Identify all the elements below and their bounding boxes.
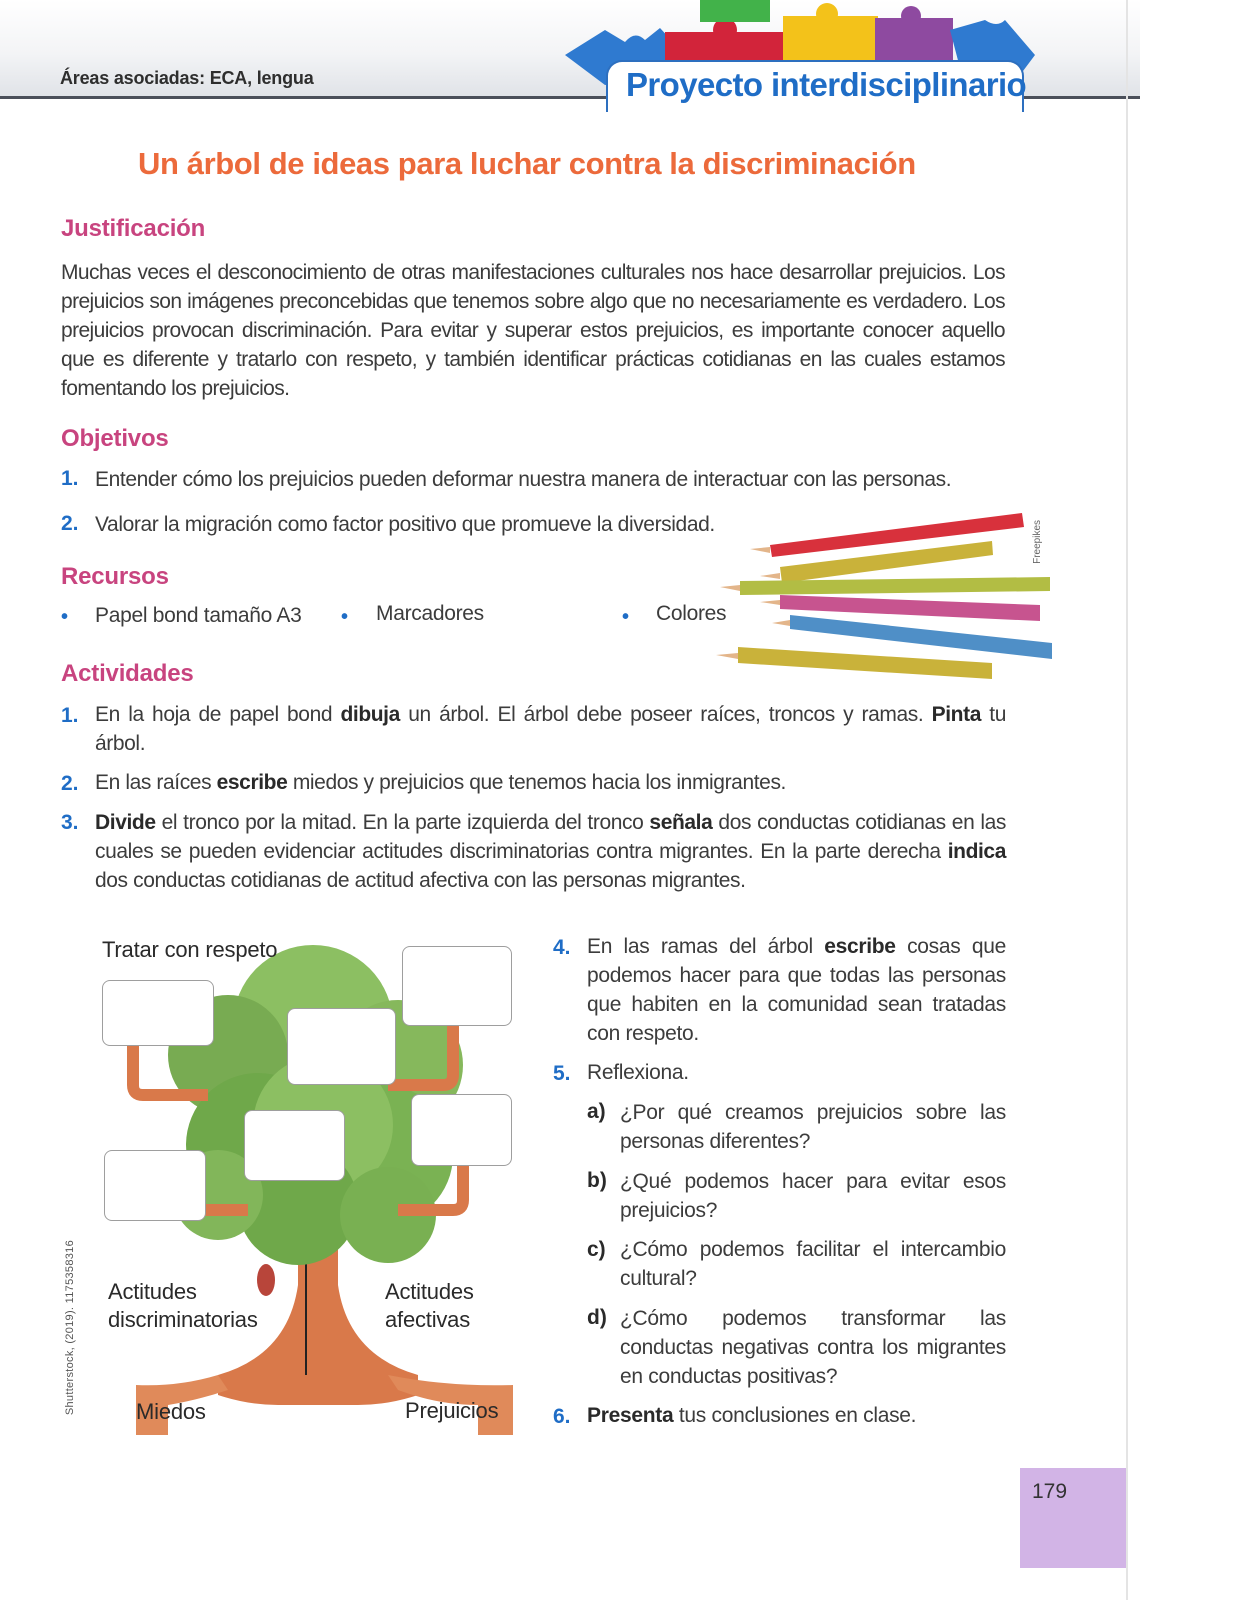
page-number: 179 [1032, 1480, 1068, 1503]
tree-label-discriminatory: Actitudes [108, 1279, 197, 1304]
objective-item: Entender cómo los prejuicios pueden deformar nuestra manera de interactuar con las personas. [95, 468, 952, 491]
reflect-question: ¿Por qué creamos prejuicios sobre las personas diferentes? [620, 1101, 1006, 1153]
activity-item: Presenta tus conclusiones en clase. [587, 1404, 917, 1427]
justification-text: Muchas veces el desconocimiento de otras manifestaciones culturales nos hace desarrollar prejuicios. Los prejuicios son imágenes preconcebidas que tenemos sobre algo que no necesariamente es verdadero. Los prejuicios provocan discriminación. Para evitar y superar estos prejuicios, es importante conocer aquello que es diferente y tratarlo con respeto, y también identificar prácticas cotidianas en las cuales estamos fomentando los prejuicios. [61, 261, 1005, 400]
tree-label-affective: afectivas [385, 1307, 471, 1332]
objectives-heading: Objetivos [61, 425, 169, 452]
activity-number: 5. [553, 1062, 571, 1085]
activity-item: En la hoja de papel bond dibuja un árbol. El árbol debe poseer raíces, troncos y ramas. Pinta tu árbol. [95, 703, 1007, 755]
reflect-letter: a) [587, 1100, 606, 1123]
activity-number: 3. [61, 811, 79, 834]
colored-pencils-illustration [710, 505, 1070, 690]
resource-item: Colores [656, 602, 727, 625]
activity-number: 1. [61, 704, 79, 727]
activity-number: 6. [553, 1405, 571, 1428]
resource-item: Marcadores [376, 602, 484, 625]
tree-credit: Shutterstock, (2019). 1175358316 [64, 1240, 76, 1416]
activity-number: 4. [553, 936, 571, 959]
branch-box[interactable] [411, 1094, 512, 1166]
reflect-question: ¿Qué podemos hacer para evitar esos prejuicios? [620, 1170, 1006, 1222]
activity-item: Divide el tronco por la mitad. En la parte izquierda del tronco señala dos conductas cotidianas en las cuales se pueden evidenciar actitudes discriminatorias contra migrantes. En la parte derecha indica dos conductas cotidianas de actitud afectiva con las personas migrantes. [95, 811, 1006, 892]
objective-number: 2. [61, 512, 79, 535]
reflect-question: ¿Cómo podemos facilitar el intercambio cultural? [620, 1238, 1006, 1290]
branch-box[interactable] [402, 946, 512, 1026]
reflect-letter: b) [587, 1169, 607, 1192]
activity-item: Reflexiona. [587, 1061, 689, 1084]
branch-box[interactable] [104, 1150, 206, 1221]
resources-heading: Recursos [61, 563, 169, 590]
reflect-letter: d) [587, 1306, 607, 1329]
tree-label-prejudices: Prejuicios [405, 1398, 499, 1423]
branch-box[interactable] [287, 1008, 396, 1085]
reflect-letter: c) [587, 1238, 606, 1261]
resource-item: Papel bond tamaño A3 [95, 604, 302, 627]
page-edge [1126, 0, 1128, 1600]
objective-number: 1. [61, 467, 79, 490]
reflect-question: ¿Cómo podemos transformar las conductas negativas contra los migrantes en conductas positivas? [620, 1307, 1006, 1388]
branch-box[interactable] [244, 1110, 345, 1181]
branch-box[interactable] [102, 980, 214, 1046]
pencils-credit: Freepikes [1032, 520, 1043, 564]
bullet: • [622, 606, 630, 628]
tree-label-fears: Miedos [136, 1399, 206, 1424]
activity-number: 2. [61, 772, 79, 795]
objective-item: Valorar la migración como factor positivo que promueve la diversidad. [95, 513, 715, 536]
justification-heading: Justificación [61, 215, 206, 242]
tree-label-discriminatory: discriminatorias [108, 1307, 258, 1332]
associated-areas: Áreas asociadas: ECA, lengua [60, 68, 314, 88]
activities-heading: Actividades [61, 660, 194, 687]
page-title: Un árbol de ideas para luchar contra la discriminación [138, 146, 916, 181]
bullet: • [341, 606, 349, 628]
activity-item: En las raíces escribe miedos y prejuicios que tenemos hacia los inmigrantes. [95, 771, 786, 794]
tree-label-affective: Actitudes [385, 1279, 474, 1304]
activity-item: En las ramas del árbol escribe cosas que podemos hacer para que todas las personas que habiten en la comunidad sean tratadas con respeto. [587, 935, 1006, 1045]
bullet: • [61, 606, 69, 628]
tree-label-respect: Tratar con respeto [102, 937, 278, 962]
project-label: Proyecto interdisciplinario [626, 66, 1027, 103]
